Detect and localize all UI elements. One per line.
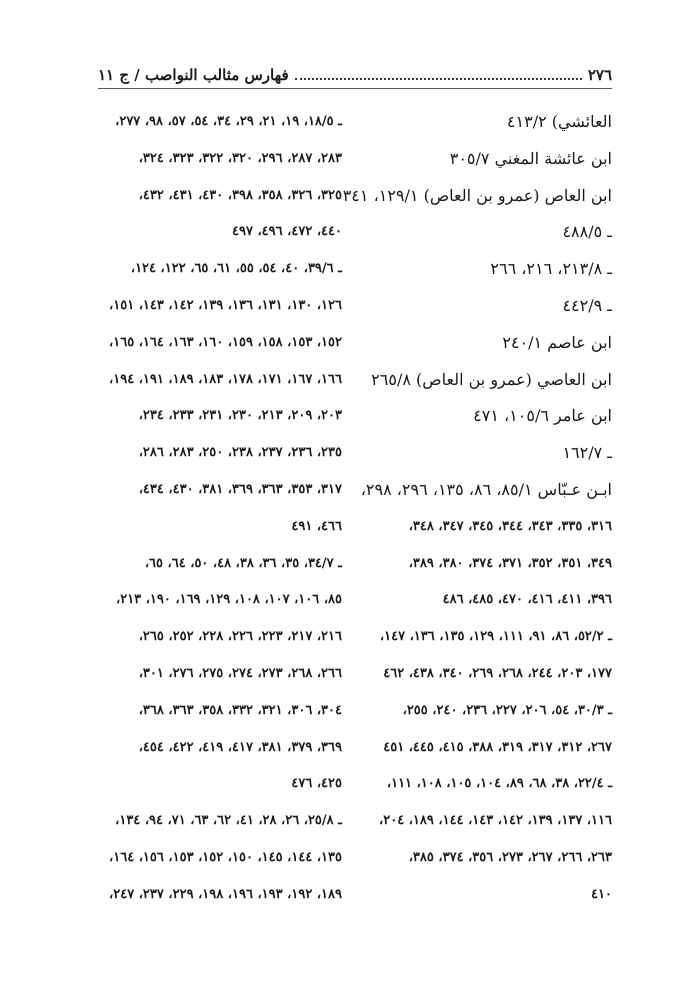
index-entry: ٤٦٦، ٤٩١ (291, 518, 342, 534)
index-entry: ٢٦٧، ٣١٢، ٣١٧، ٣١٩، ٣٨٨، ٤١٥، ٤٤٥، ٤٥١ (383, 739, 612, 755)
index-entry: ١٧٧، ٢٠٣، ٢٤٤، ٢٦٨، ٢٦٩، ٣٤٠، ٤٣٨، ٤٦٢ (383, 665, 612, 681)
index-entry: ابن العاص (عمرو بن العاص) ١٢٩/١، ٣٤١ (342, 185, 612, 205)
index-entry: ابن العاصي (عمرو بن العاص) ٢٦٥/٨ (371, 369, 612, 389)
index-entry: ١٢٦، ١٣٠، ١٣١، ١٣٦، ١٣٩، ١٤٢، ١٤٣، ١٥١، (109, 297, 342, 313)
index-entry: ـ ٢٢/٤، ٣٨، ٦٨، ٨٩، ١٠٤، ١٠٥، ١٠٨، ١١١، (386, 776, 612, 792)
index-entry: ٣٠٤، ٣٠٦، ٣٢١، ٣٣٢، ٣٥٨، ٣٦٣، ٣٦٨، (138, 702, 342, 718)
index-column-right (342, 104, 612, 914)
index-entry: ٢٨٣، ٢٨٧، ٢٩٦، ٣٢٠، ٣٢٢، ٣٢٣، ٣٢٤، (138, 150, 342, 166)
index-entry: ابن عامر ١٠٥/٦، ٤٧١ (473, 406, 612, 426)
index-entry: ٣١٧، ٣٥٣، ٣٦٣، ٣٦٩، ٣٨١، ٤٣٠، ٤٣٤، (138, 481, 342, 497)
index-entry: ـ ٢١٣/٨، ٢١٦، ٢٦٦ (490, 259, 612, 279)
index-entry: ابـن عـبّاس ٨٥/١، ٨٦، ١٣٥، ٢٩٦، ٢٩٨، (360, 479, 612, 499)
index-entry: ٣٦٩، ٣٧٩، ٣٨١، ٤١٧، ٤١٩، ٤٢٢، ٤٥٤، (138, 739, 342, 755)
index-entry: ـ ٥٢/٢، ٨٦، ٩١، ١١١، ١٢٩، ١٣٥، ١٣٦، ١٤٧، (379, 629, 612, 645)
index-entry: ١٨٩، ١٩٢، ١٩٣، ١٩٦، ١٩٨، ٢٢٩، ٢٣٧، ٢٤٧، (109, 886, 342, 902)
index-entry: ـ ١٦٢/٧ (562, 443, 612, 463)
index-entry: ـ ٣٩/٦، ٤٠، ٥٤، ٥٥، ٦١، ٦٥، ١٢٢، ١٢٤، (130, 261, 342, 277)
index-entry: ٨٥، ١٠٦، ١٠٧، ١٠٨، ١٢٩، ١٦٩، ١٩٠، ٢١٣، (116, 592, 342, 608)
index-entry: ٣٩٦، ٤١١، ٤١٦، ٤٧٠، ٤٨٥، ٤٨٦ (442, 592, 612, 608)
index-entry: ٢٦٣، ٢٦٦، ٢٦٧، ٢٧٣، ٣٥٦، ٣٧٤، ٣٨٥، (408, 849, 612, 865)
index-column-left (84, 104, 342, 914)
header-dot-leader (295, 78, 582, 80)
index-entry: ٣٢٥، ٣٢٦، ٣٥٨، ٣٩٨، ٤٣٠، ٤٣١، ٤٣٢، (138, 187, 342, 203)
index-entry: ٢٦٦، ٢٦٨، ٢٧٣، ٢٧٤، ٢٧٥، ٢٧٦، ٣٠١، (138, 665, 342, 681)
index-entry: ١٦٦، ١٦٧، ١٧١، ١٧٨، ١٨٣، ١٨٩، ١٩١، ١٩٤، (109, 371, 342, 387)
index-entry: ٣٤٩، ٣٥١، ٣٥٢، ٣٧١، ٣٧٤، ٣٨٠، ٣٨٩، (408, 555, 612, 571)
index-entry: العائشي) ٤١٣/٢ (506, 112, 612, 131)
index-entry: ١١٦، ١٣٧، ١٣٩، ١٤٢، ١٤٣، ١٤٤، ١٨٩، ٢٠٤، (379, 813, 612, 829)
index-entry: ٤٢٥، ٤٧٦ (291, 776, 342, 792)
index-entry: ٣١٦، ٣٣٥، ٣٤٣، ٣٤٤، ٣٤٥، ٣٤٧، ٣٤٨، (408, 518, 612, 534)
page-header (98, 64, 612, 86)
header-rule (98, 88, 612, 89)
index-entry: ٤١٠ (591, 886, 612, 902)
index-entry: ٢٠٣، ٢٠٩، ٢١٣، ٢٣٠، ٢٣١، ٢٣٣، ٢٣٤، (138, 408, 342, 424)
index-entry: ـ ٣٠/٣، ٥٤، ٢٠٦، ٢٢٧، ٢٣٦، ٢٤٠، ٢٥٥، (402, 702, 612, 718)
index-entry: ١٣٥، ١٤٤، ١٤٥، ١٥٠، ١٥٢، ١٥٣، ١٥٦، ١٦٤، (109, 849, 342, 865)
index-entry: ٤٤٠، ٤٧٢، ٤٩٦، ٤٩٧ (231, 224, 342, 240)
index-entry: ـ ٤٨٨/٥ (562, 222, 612, 242)
index-entry: ٢٣٥، ٢٣٦، ٢٣٧، ٢٣٨، ٢٥٠، ٢٨٣، ٢٨٦، (138, 445, 342, 461)
index-entry: ابن عاصم ٢٤٠/١ (502, 332, 612, 352)
index-entry: ـ ٤٤٢/٩ (562, 295, 612, 315)
index-entry: ١٥٢، ١٥٣، ١٥٨، ١٥٩، ١٦٠، ١٦٣، ١٦٤، ١٦٥، (109, 334, 342, 350)
index-entry: ـ ١٨/٥، ١٩، ٢١، ٢٩، ٣٤، ٥٤، ٥٧، ٩٨، ٢٧٧، (115, 114, 342, 129)
index-entry: ـ ٣٤/٧، ٣٥، ٣٦، ٣٨، ٤٨، ٥٠، ٦٤، ٦٥، (144, 555, 342, 571)
running-title: فهارس مثالب النواصب / ج ١١ (98, 66, 289, 84)
index-entry: ٢١٦، ٢١٧، ٢٢٣، ٢٢٦، ٢٢٨، ٢٥٢، ٢٦٥، (138, 629, 342, 645)
page-number: ٢٧٦ (587, 66, 612, 84)
index-entry: ـ ٢٥/٨، ٢٦، ٢٨، ٤١، ٦٢، ٦٣، ٧١، ٩٤، ١٣٤، (115, 813, 342, 829)
index-entry: ابن عائشة المغني ٣٠٥/٧ (449, 148, 612, 168)
